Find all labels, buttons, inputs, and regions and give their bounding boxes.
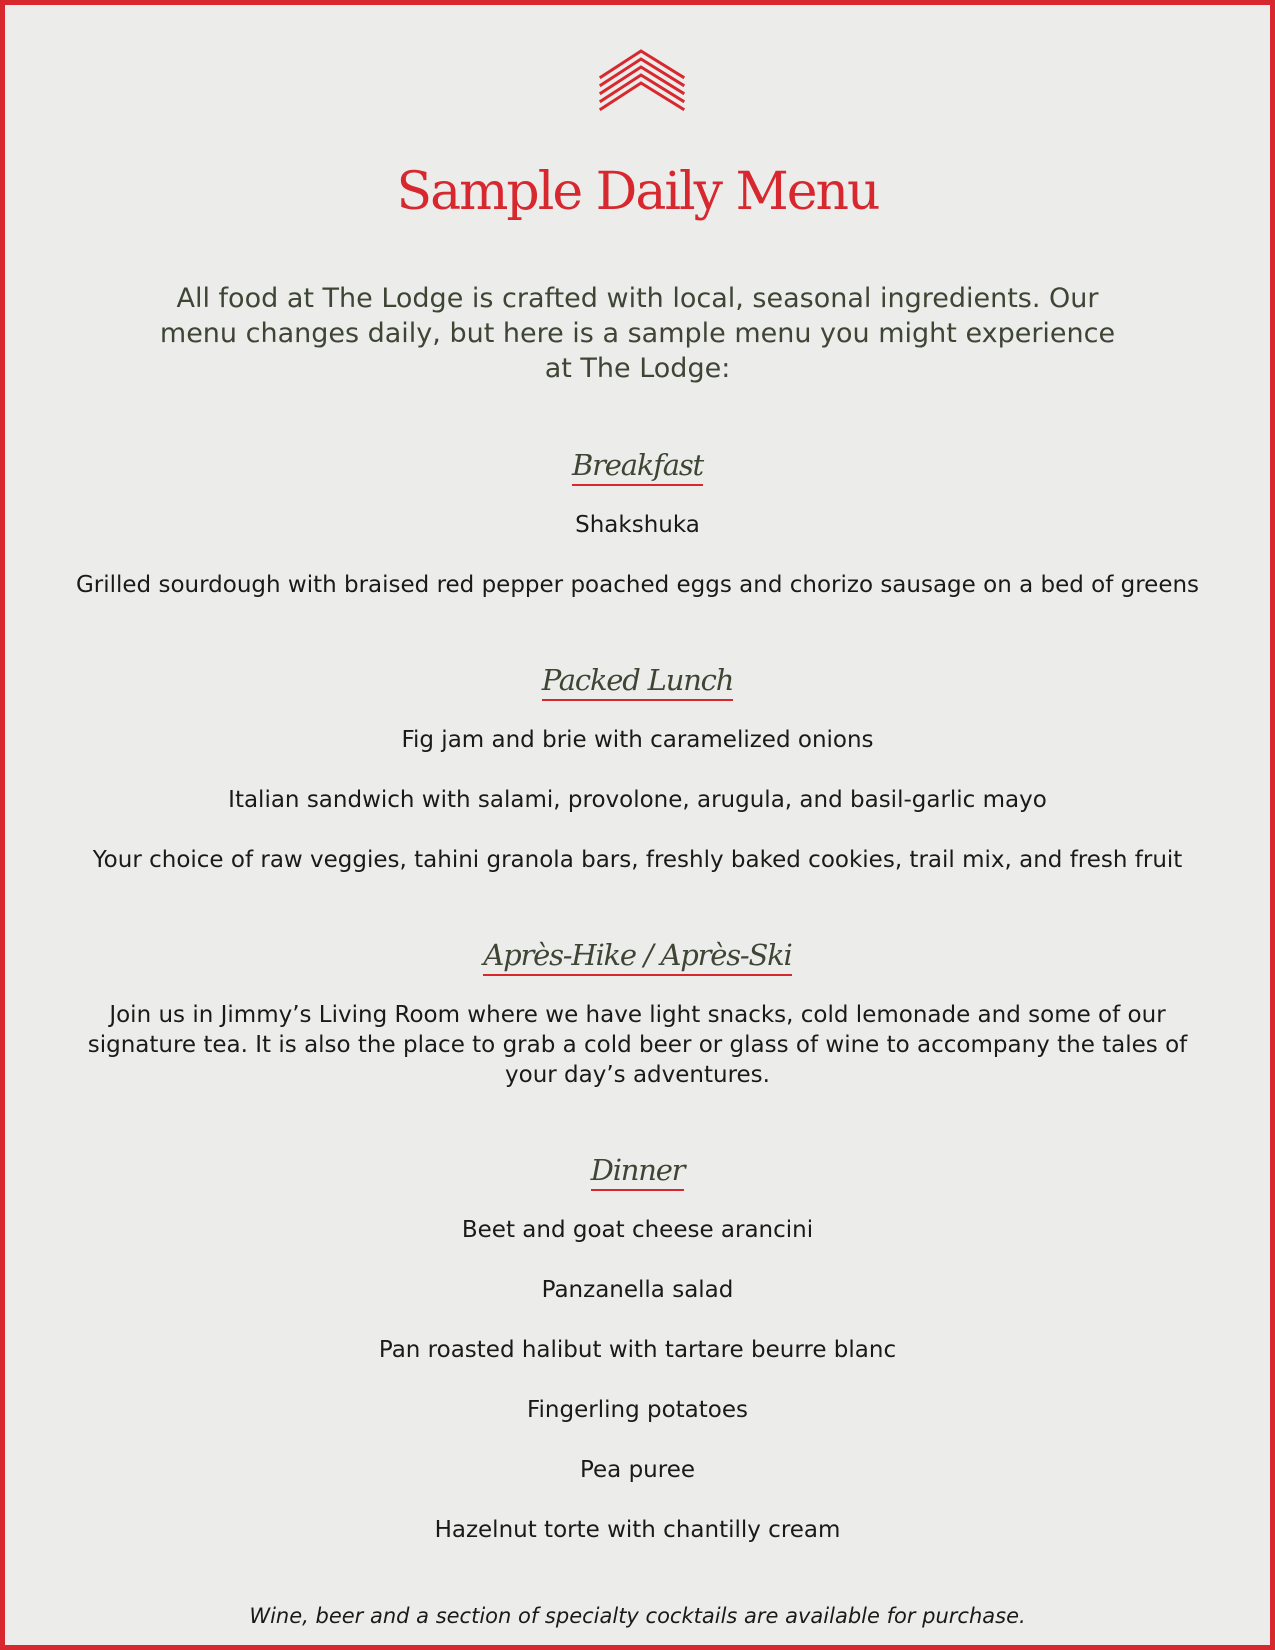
menu-item: Fig jam and brie with caramelized onions xyxy=(401,727,874,753)
section-heading-packed-lunch-label: Packed Lunch xyxy=(542,663,733,701)
lodge-roof-logo-icon xyxy=(597,47,687,111)
footer-note: Wine, beer and a section of specialty cocktails are available for purchase. xyxy=(249,1604,1026,1628)
section-heading-dinner xyxy=(5,1150,1270,1191)
menu-item: Panzanella salad xyxy=(541,1277,734,1303)
menu-item: Beet and goat cheese arancini xyxy=(461,1217,814,1243)
section-heading-breakfast xyxy=(5,445,1270,486)
menu-item: Hazelnut torte with chantilly cream xyxy=(434,1517,841,1543)
menu-item: Grilled sourdough with braised red pepper poached eggs and chorizo sausage on a bed of greens xyxy=(75,572,1200,598)
page-title: Sample Daily Menu xyxy=(396,162,879,222)
section-heading-breakfast-label: Breakfast xyxy=(572,448,703,486)
menu-item: Your choice of raw veggies, tahini granola bars, freshly baked cookies, trail mix, and fresh fruit xyxy=(92,847,1183,873)
apres-description: Join us in Jimmy’s Living Room where we have light snacks, cold lemonade and some of our signature tea. It is also the place to grab a cold beer or glass of wine to accompany the tales of your day’s adventures. xyxy=(87,1002,1188,1088)
intro-text: All food at The Lodge is crafted with local, seasonal ingredients. Our menu changes daily, but here is a sample menu you might experience at The Lodge: xyxy=(159,283,1116,384)
section-heading-packed-lunch xyxy=(5,660,1270,701)
menu-item: Pea puree xyxy=(579,1457,696,1483)
section-heading-dinner-label: Dinner xyxy=(591,1153,685,1191)
menu-item: Pan roasted halibut with tartare beurre blanc xyxy=(378,1337,897,1363)
menu-item: Shakshuka xyxy=(575,512,700,538)
menu-item: Fingerling potatoes xyxy=(526,1397,748,1423)
section-heading-apres-label: Après-Hike / Après-Ski xyxy=(483,938,791,976)
section-heading-apres xyxy=(5,935,1270,976)
menu-item: Italian sandwich with salami, provolone, arugula, and basil-garlic mayo xyxy=(228,787,1047,813)
